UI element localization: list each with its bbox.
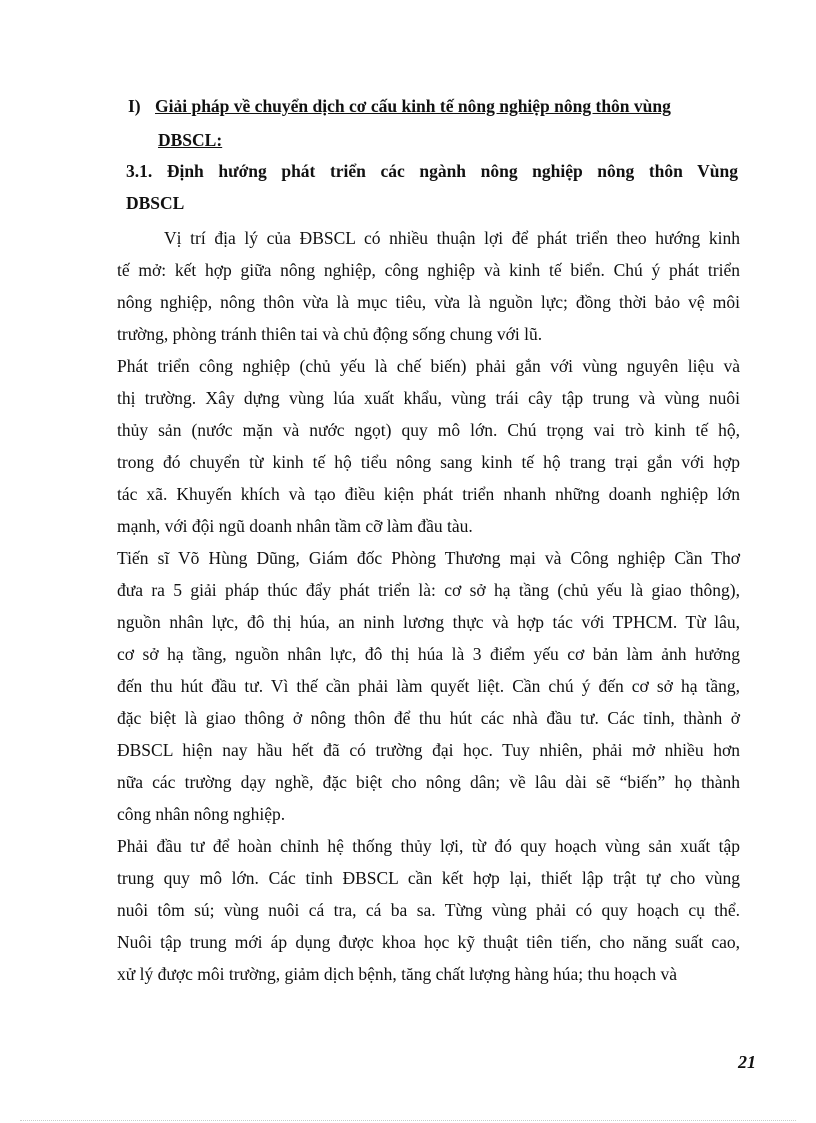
body-line: nuôi tôm sú; vùng nuôi cá tra, cá ba sa. Từng vùng phải có quy hoạch cụ thể. <box>117 900 740 920</box>
body-line: cơ sở hạ tầng, nguồn nhân lực, đô thị húa là 3 điểm yếu cơ bản làm ảnh hưởng <box>117 644 740 664</box>
body-line: xử lý được môi trường, giảm dịch bệnh, tăng chất lượng hàng húa; thu hoạch và <box>117 964 677 984</box>
body-line: nguồn nhân lực, đô thị húa, an ninh lương thực và hợp tác với TPHCM. Từ lâu, <box>117 612 740 632</box>
body-line: công nhân nông nghiệp. <box>117 804 286 824</box>
body-line: Tiến sĩ Võ Hùng Dũng, Giám đốc Phòng Thương mại và Công nghiệp Cần Thơ <box>117 548 740 568</box>
body-line: tế mở: kết hợp giữa nông nghiệp, công nghiệp và kinh tế biển. Chú ý phát triển <box>117 260 740 280</box>
body-line: đến thu hút đầu tư. Vì thế cần phải làm quyết liệt. Cần chú ý đến cơ sở hạ tầng, <box>117 676 740 696</box>
body-line: mạnh, với đội ngũ doanh nhân tầm cỡ làm đầu tàu. <box>117 516 473 536</box>
body-line: trung quy mô lớn. Các tỉnh ĐBSCL cần kết hợp lại, thiết lập trật tự cho vùng <box>117 868 740 888</box>
body-line: Phải đầu tư để hoàn chỉnh hệ thống thủy lợi, từ đó quy hoạch vùng sản xuất tập <box>117 836 740 856</box>
section-number: I) <box>128 96 141 116</box>
body-line: Nuôi tập trung mới áp dụng được khoa học kỹ thuật tiên tiến, cho năng suất cao, <box>117 932 740 952</box>
page-number: 21 <box>738 1052 756 1072</box>
body-line: đặc biệt là giao thông ở nông thôn để thu hút các nhà đầu tư. Các tỉnh, thành ở <box>117 708 740 728</box>
body-line: trong đó chuyển từ kinh tế hộ tiểu nông sang kinh tế hộ trang trại gắn với hợp <box>117 452 740 472</box>
section-title: Giải pháp về chuyển dịch cơ cấu kinh tế nông nghiệp nông thôn vùng <box>155 96 671 116</box>
body-line: đưa ra 5 giải pháp thúc đẩy phát triển là: cơ sở hạ tầng (chủ yếu là giao thông), <box>117 580 740 600</box>
body-line: thị trường. Xây dựng vùng lúa xuất khẩu, vùng trái cây tập trung và vùng nuôi <box>117 388 740 408</box>
section-heading <box>128 90 671 122</box>
body-line: thủy sản (nước mặn và nước ngọt) quy mô lớn. Chú trọng vai trò kinh tế hộ, <box>117 420 740 440</box>
body-line: nữa các trường dạy nghề, đặc biệt cho nông dân; về lâu dài sẽ “biến” họ thành <box>117 772 740 792</box>
body-line: nông nghiệp, nông thôn vừa là mục tiêu, vừa là nguồn lực; đồng thời bảo vệ môi <box>117 292 740 312</box>
subsection-heading-continued: DBSCL <box>126 193 185 213</box>
body-line: trường, phòng tránh thiên tai và chủ động sống chung với lũ. <box>117 324 543 344</box>
body-line: tác xã. Khuyến khích và tạo điều kiện phát triển nhanh những doanh nghiệp lớn <box>117 484 740 504</box>
section-title-continued: DBSCL: <box>158 130 223 150</box>
body-line: Vị trí địa lý của ĐBSCL có nhiều thuận lợi để phát triển theo hướng kinh <box>164 228 740 248</box>
body-line: ĐBSCL hiện nay hầu hết đã có trường đại học. Tuy nhiên, phải mở nhiều hơn <box>117 740 740 760</box>
subsection-heading: 3.1. Định hướng phát triển các ngành nông nghiệp nông thôn Vùng <box>126 161 738 181</box>
page-bottom-border <box>20 1120 796 1121</box>
body-line: Phát triển công nghiệp (chủ yếu là chế biến) phải gắn với vùng nguyên liệu và <box>117 356 740 376</box>
